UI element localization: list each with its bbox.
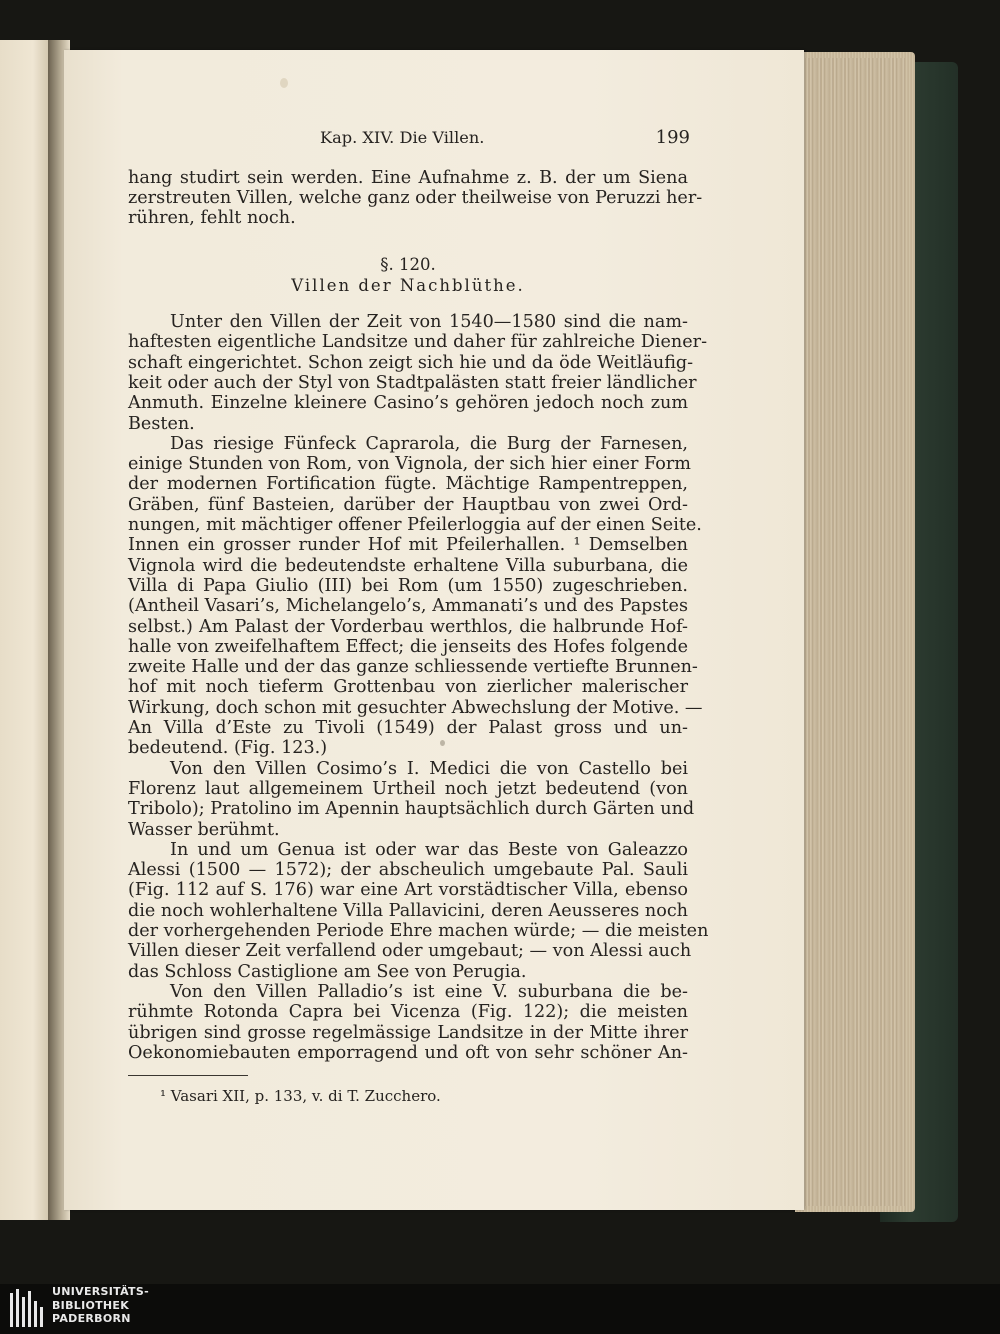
text-line: hof mit noch tieferm Grottenbau von zierlicher malerischer <box>128 677 688 698</box>
text-line: zweite Halle und der das ganze schliessende vertiefte Brunnen- <box>128 657 698 678</box>
text-line: In und um Genua ist oder war das Beste von Galeazzo <box>170 839 688 860</box>
library-bar <box>0 1284 1000 1334</box>
text-line: bedeutend. (Fig. 123.) <box>128 738 328 759</box>
library-name-line: UNIVERSITÄTS- <box>52 1285 149 1298</box>
section-title: Villen der Nachblüthe. <box>291 276 525 295</box>
text-line: nungen, mit mächtiger offener Pfeilerloggia auf der einen Seite. <box>128 515 702 535</box>
text-line: Villa di Papa Giulio (III) bei Rom (um 1550) zugeschrieben. <box>128 575 688 596</box>
text-line: übrigen sind grosse regelmässige Landsitze in der Mitte ihrer <box>128 1022 688 1043</box>
text-line: haftesten eigentliche Landsitze und daher für zahlreiche Diener- <box>128 332 708 353</box>
text-line: Wirkung, doch schon mit gesuchter Abwechslung der Motive. — <box>128 697 703 718</box>
text-line: Von den Villen Cosimo’s I. Medici die von Castello bei <box>170 758 688 779</box>
section-number: §. 120. <box>380 255 436 274</box>
text-line: Florenz laut allgemeinem Urtheil noch jetzt bedeutend (von <box>128 778 688 799</box>
paper-stain <box>280 78 288 88</box>
text-line: der vorhergehenden Periode Ehre machen würde; — die meisten <box>128 921 709 941</box>
text-line: Wasser berühmt. <box>128 819 280 840</box>
library-name-line: BIBLIOTHEK <box>52 1298 130 1312</box>
text-line: Gräben, fünf Basteien, darüber der Hauptbau von zwei Ord- <box>128 494 688 515</box>
text-line: Von den Villen Palladio’s ist eine V. suburbana die be- <box>170 981 688 1002</box>
text-line: Villen dieser Zeit verfallend oder umgebaut; — von Alessi auch <box>128 941 692 962</box>
text-line: Das riesige Fünfeck Caprarola, die Burg der Farnesen, <box>170 433 688 454</box>
text-line: Vignola wird die bedeutendste erhaltene Villa suburbana, die <box>128 555 688 576</box>
text-line: selbst.) Am Palast der Vorderbau werthlos, die halbrunde Hof- <box>128 616 688 637</box>
text-line: zerstreuten Villen, welche ganz oder theilweise von Peruzzi her- <box>128 188 703 208</box>
library-name <box>52 1285 149 1326</box>
text-line: keit oder auch der Styl von Stadtpalästen statt freier ländlicher <box>128 372 697 393</box>
text-line: einige Stunden von Rom, von Vignola, der sich hier einer Form <box>128 454 691 475</box>
text-line: halle von zweifelhaftem Effect; die jenseits des Hofes folgende <box>128 636 688 657</box>
footnote-rule <box>128 1075 248 1076</box>
page-block-texture <box>805 58 905 1206</box>
text-line: hang studirt sein werden. Eine Aufnahme z. B. der um Siena <box>128 168 688 188</box>
running-head: Kap. XIV. Die Villen. <box>320 128 485 147</box>
text-line: der modernen Fortification fügte. Mächtige Rampentreppen, <box>128 474 688 495</box>
text-line: rühren, fehlt noch. <box>128 208 296 228</box>
text-line: Unter den Villen der Zeit von 1540—1580 sind die nam- <box>170 312 688 332</box>
text-line: das Schloss Castiglione am See von Perugia. <box>128 961 527 982</box>
text-line: schaft eingerichtet. Schon zeigt sich hie und da öde Weitläufig- <box>128 352 694 373</box>
text-line: rühmte Rotonda Capra bei Vicenza (Fig. 122); die meisten <box>128 1002 688 1023</box>
text-line: Anmuth. Einzelne kleinere Casino’s gehören jedoch noch zum <box>128 393 688 414</box>
text-line: Alessi (1500 — 1572); der abscheulich umgebaute Pal. Sauli <box>128 860 688 881</box>
text-line: (Fig. 112 auf S. 176) war eine Art vorstädtischer Villa, ebenso <box>128 880 688 901</box>
text-line: (Antheil Vasari’s, Michelangelo’s, Ammanati’s und des Papstes <box>128 596 688 617</box>
library-name-line: PADERBORN <box>52 1312 131 1325</box>
footnote: ¹ Vasari XII, p. 133, v. di T. Zucchero. <box>160 1087 441 1105</box>
text-line: Tribolo); Pratolino im Apennin hauptsächlich durch Gärten und <box>128 799 695 820</box>
page-number: 199 <box>655 127 690 148</box>
text-line: An Villa d’Este zu Tivoli (1549) der Palast gross und un- <box>128 718 688 738</box>
library-logo-icon <box>8 1287 46 1331</box>
text-line: Oekonomiebauten emporragend und oft von sehr schöner An- <box>128 1042 688 1063</box>
text-line: Besten. <box>128 413 195 434</box>
text-line: Innen ein grosser runder Hof mit Pfeilerhallen. ¹ Demselben <box>128 535 688 556</box>
text-line: die noch wohlerhaltene Villa Pallavicini, deren Aeusseres noch <box>128 900 689 921</box>
